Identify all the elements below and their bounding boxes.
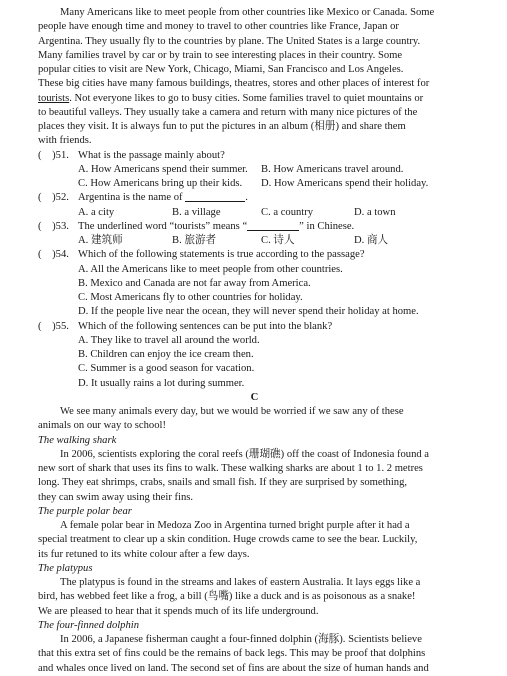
option-d: D. It usually rains a lot during summer.	[78, 377, 245, 389]
option-a: A. How Americans spend their summer.	[78, 163, 248, 175]
option-b: B. How Americans travel around.	[261, 163, 404, 175]
option-c: C. a country	[261, 206, 314, 218]
passage-line: they can swim away using their fins.	[38, 491, 194, 503]
option-d: D. If the people live near the ocean, they will never spend their holiday at home.	[78, 306, 419, 318]
option-b: B. Mexico and Canada are not far away from America.	[78, 277, 311, 289]
passage-line: and whales once lived on land. The second set of fins are about the size of human hands and	[38, 662, 429, 674]
answer-blank[interactable]	[185, 191, 245, 202]
answer-paren[interactable]: ( )54.	[38, 249, 69, 261]
passage-line: people have enough time and money to travel to other countries like France, Japan or	[38, 21, 399, 33]
question-55	[38, 320, 471, 391]
passage-line: Argentina. They usually fly to the countries by plane. The United States is a large country.	[38, 35, 421, 47]
option-b: B. 旅游者	[172, 235, 217, 246]
question-54	[38, 248, 471, 319]
option-a: A. All the Americans like to meet people from other countries.	[78, 263, 343, 275]
passage-line: with friends.	[38, 135, 92, 147]
passage-line: Many Americans like to meet people from other countries like Mexico or Canada. Some	[60, 7, 435, 18]
question-stem-end: ” in Chinese.	[299, 220, 355, 232]
option-c: C. 诗人	[261, 235, 295, 246]
passage-line: These big cities have many famous buildings, theatres, stores and other places of interest for	[38, 78, 430, 90]
passage-line: A female polar bear in Medoza Zoo in Argentina turned bright purple after it had a	[60, 520, 410, 531]
passage-line: places they visit. It is always fun to put the pictures in an album (相册) and share them	[38, 121, 406, 132]
passage-line-rest: . Not everyone likes to go to busy cities. Some families travel to quiet mountains or	[69, 92, 424, 104]
passage-line: to beautiful valleys. They usually take a camera and return with many nice pictures of the	[38, 106, 418, 118]
question-51	[38, 149, 471, 192]
option-c: C. How Americans bring up their kids.	[78, 178, 243, 189]
passage-line: that this extra set of fins could be the remains of back legs. This may be proof that dolphins	[38, 648, 426, 660]
option-d: D. How Americans spend their holiday.	[261, 178, 429, 189]
passage-line: special treatment to clear up a skin condition. Huge crowds came to see the bear. Luckily,	[38, 534, 418, 546]
passage-line: animals on our way to school!	[38, 420, 166, 432]
underlined-word: tourists	[38, 92, 70, 104]
passage-line: Many families travel by car or by train to see interesting places in their country. Some	[38, 49, 403, 61]
question-53	[38, 220, 471, 249]
option-a: A. 建筑师	[78, 235, 123, 246]
option-b: B. a village	[172, 206, 221, 218]
option-c: C. Most Americans fly to other countries for holiday.	[78, 292, 303, 303]
question-stem: Argentina is the name of	[78, 192, 183, 204]
passage-line: its fur retuned to its white colour after a few days.	[38, 548, 250, 560]
question-stem: Which of the following statements is true according to the passage?	[78, 249, 365, 261]
subsection-title: The purple polar bear	[38, 505, 132, 517]
question-stem: What is the passage mainly about?	[78, 149, 225, 161]
passage-line: In 2006, scientists exploring the coral reefs (珊瑚礁) off the coast of Indonesia found a	[60, 448, 430, 460]
question-stem-end: .	[245, 192, 248, 204]
option-d: D. 商人	[354, 235, 389, 246]
option-a: A. They like to travel all around the world.	[78, 334, 260, 346]
passage-line: long. They eat shrimps, crabs, snails and small fish. If they are surprised by something,	[38, 477, 408, 489]
passage-b	[38, 6, 471, 149]
answer-paren[interactable]: ( )51.	[38, 149, 69, 161]
passage-c	[38, 391, 471, 676]
question-stem: The underlined word “tourists” means “	[78, 220, 248, 232]
option-a: A. a city	[78, 206, 115, 218]
passage-line: bird, has webbed feet like a frog, a bill (鸟嘴) like a duck and is as poisonous as a snake!	[38, 591, 416, 603]
subsection-title: The platypus	[38, 562, 93, 574]
question-stem: Which of the following sentences can be put into the blank?	[78, 320, 333, 332]
subsection-title: The four-finned dolphin	[38, 619, 140, 631]
passage-line: new sort of shark that uses its fins to walk. These walking sharks are about 1 to 1. 2 metres	[38, 463, 423, 474]
passage-line	[38, 92, 471, 106]
option-b: B. Children can enjoy the ice cream then.	[78, 349, 254, 360]
section-heading: C	[250, 391, 259, 403]
passage-line: We see many animals every day, but we would be worried if we saw any of these	[60, 406, 404, 417]
passage-line: In 2006, a Japanese fisherman caught a four-finned dolphin (海豚). Scientists believe	[60, 634, 422, 645]
answer-paren[interactable]: ( )55.	[38, 320, 69, 332]
option-d: D. a town	[354, 206, 396, 218]
answer-paren[interactable]: ( )53.	[38, 220, 69, 232]
passage-line: popular cities to visit are New York, Chicago, Miami, San Francisco and Los Angeles.	[38, 64, 404, 75]
passage-line: The platypus is found in the streams and lakes of eastern Australia. It lays eggs like a	[60, 577, 421, 588]
question-52	[38, 191, 471, 220]
answer-blank[interactable]	[247, 220, 299, 231]
option-c: C. Summer is a good season for vacation.	[78, 363, 255, 375]
passage-line: We are pleased to hear that it spends much of its life underground.	[38, 605, 319, 617]
answer-paren[interactable]: ( )52.	[38, 192, 69, 204]
subsection-title: The walking shark	[38, 434, 117, 446]
